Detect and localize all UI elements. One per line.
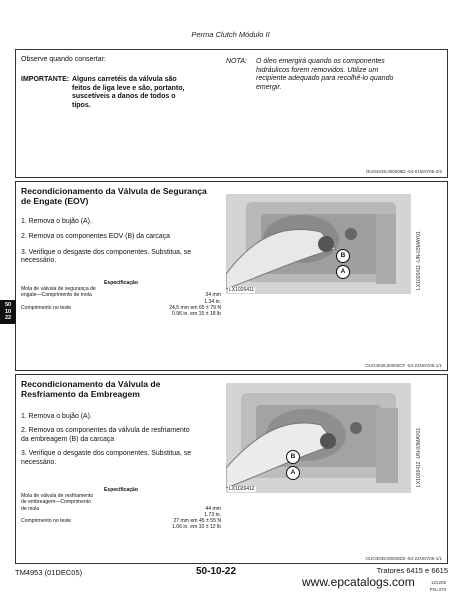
section-eov bbox=[15, 181, 448, 371]
section-cooling-title: Recondicionamento da Válvula de Resfriamento da Embreagem bbox=[21, 379, 161, 399]
nota-text: O óleo emergirá quando os componentes hidráulicos forem removidos. Utilize um recipiente adequado para recolhê-lo quando emergir. bbox=[256, 58, 394, 91]
section-cooling-spec: Especificação Mola de válvula de resfriamento de embreagem—Comprimento de mola 44 mm 1.73 in. Comprimento no teste 27 mm em 45 ± 55 N 1.06 in. em 10 ± 12 lb bbox=[21, 487, 221, 531]
eov-figure bbox=[226, 194, 411, 294]
important-text: Alguns carretéis da válvula são feitos de liga leve e são, portanto, suscetíveis a danos de todos o tipos. bbox=[72, 76, 185, 109]
section-cooling-ref: OUO4039,00000D0 -54-22NOV05-1/1 bbox=[365, 556, 442, 561]
section-clutch-cooling bbox=[15, 374, 448, 564]
cooling-figure-id: LX1026412 bbox=[229, 486, 255, 492]
section-eov-ref: OUO4039,00000CF -54-22NOV05-1/1 bbox=[365, 363, 442, 368]
observe-heading: Observe quando consertar: bbox=[21, 56, 106, 63]
footer-pn: PN=370 bbox=[429, 587, 446, 592]
eov-figure-id: LX1026411 bbox=[229, 287, 255, 293]
footer-watermark: www.epcatalogs.com bbox=[302, 575, 415, 589]
eov-callout-b: B bbox=[336, 249, 350, 263]
section-eov-spec: Especificação Mola de válvula de segurança de engate—Comprimento de mola 34 mm 1.34 in. Comprimento no teste 24,5 mm em 65 ± 79 N 0.96 in. em 15 ± 18 lb bbox=[21, 280, 221, 317]
observe-ref: OUO4039,000008D -54-01MAY05-2/2 bbox=[365, 169, 442, 174]
cooling-callout-a: A bbox=[286, 466, 300, 480]
footer-page-number: 50-10-22 bbox=[196, 566, 237, 577]
cooling-figure-illustration bbox=[226, 383, 411, 493]
section-eov-title: Recondicionamento da Válvula de Segurança de Engate (EOV) bbox=[21, 186, 207, 206]
observe-box bbox=[15, 49, 448, 178]
section-side-tab: 50 10 22 bbox=[0, 300, 16, 324]
eov-figure-illustration bbox=[226, 194, 411, 294]
section-cooling-steps: 1. Remova o bujão (A). 2. Remova os componentes da válvula de resfriamento da embreagem (B) da carcaça 3. Verifique o desgaste dos componentes. Substitua, se necessário. bbox=[21, 413, 192, 466]
page-header-title: Perma Clutch Módulo II bbox=[191, 30, 270, 39]
section-eov-steps: 1. Remova o bujão (A). 2. Remova os componentes EOV (B) da carcaça 3. Verifique o desgaste dos componentes. Substitua, se necessário. bbox=[21, 218, 192, 265]
cooling-figure-side-label: LX1026412 -UN-03MAY01 bbox=[416, 427, 422, 487]
footer-tiny-code: 121205 bbox=[430, 580, 446, 585]
eov-figure-side-label: LX1026411 -UN-03MAY01 bbox=[416, 231, 422, 290]
cooling-figure bbox=[226, 383, 411, 493]
nota-label: NOTA: bbox=[226, 58, 247, 65]
cooling-callout-b: B bbox=[286, 450, 300, 464]
important-label: IMPORTANTE: bbox=[21, 76, 70, 83]
footer-doc-id: TM4953 (01DEC05) bbox=[15, 568, 83, 577]
eov-callout-a: A bbox=[336, 265, 350, 279]
footer-tractor-title: Tratores 6415 e 6615 bbox=[376, 566, 448, 575]
